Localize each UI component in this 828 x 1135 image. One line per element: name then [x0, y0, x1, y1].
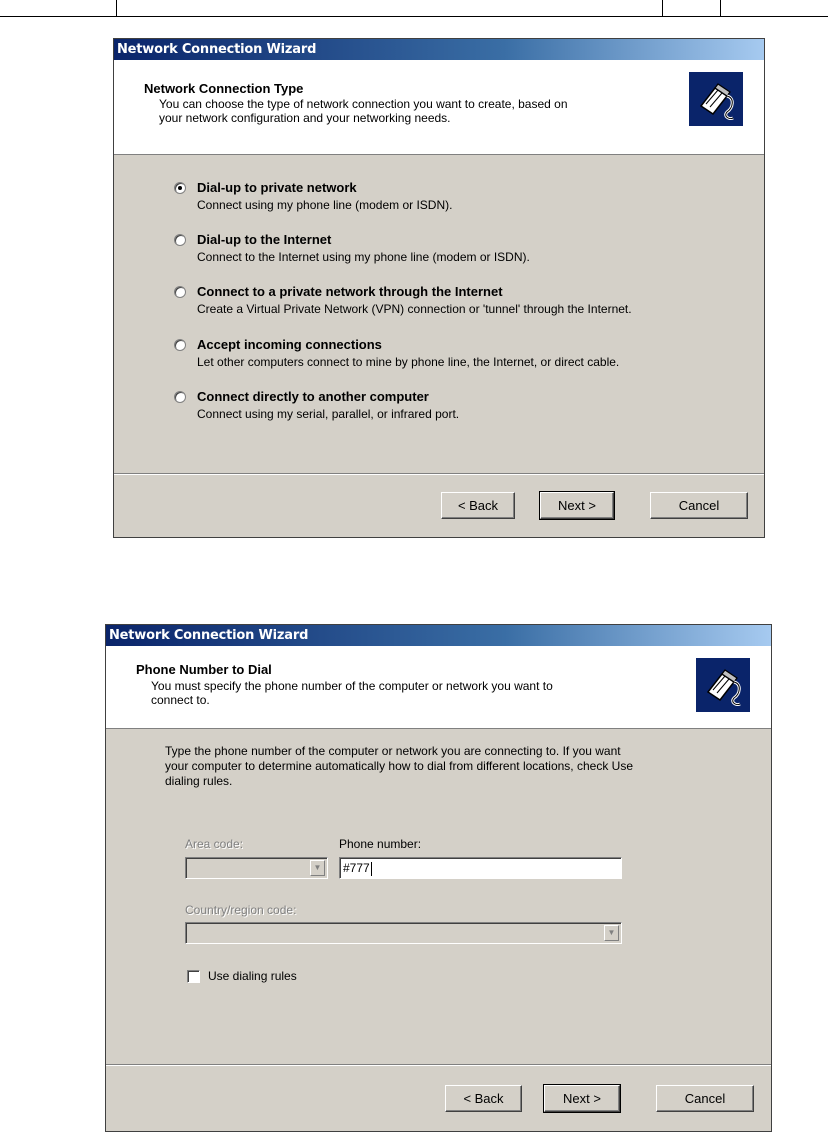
option-description: Connect to the Internet using my phone line (modem or ISDN).: [197, 250, 530, 264]
option-label[interactable]: Dial-up to private network: [197, 180, 357, 195]
option-description: Connect using my phone line (modem or ISDN).: [197, 198, 453, 212]
option-label[interactable]: Dial-up to the Internet: [197, 232, 332, 247]
radio-button[interactable]: [174, 339, 186, 351]
back-button[interactable]: < Back: [445, 1085, 522, 1112]
back-button[interactable]: < Back: [441, 492, 515, 519]
button-separator: [106, 1064, 771, 1066]
triangle-down-icon: ▼: [310, 860, 325, 876]
wizard-dialog-connection-type: [113, 38, 765, 538]
area-code-label: Area code:: [185, 837, 244, 851]
window-title: Network Connection Wizard: [114, 39, 764, 60]
next-button[interactable]: Next >: [544, 1085, 620, 1112]
option-description: Connect using my serial, parallel, or infrared port.: [197, 407, 460, 421]
radio-button[interactable]: [174, 286, 186, 298]
next-button[interactable]: Next >: [540, 492, 614, 519]
header-subtitle: You can choose the type of network connection you want to create, based on your network configuration and your networking needs.: [159, 97, 568, 125]
option-label[interactable]: Connect directly to another computer: [197, 389, 429, 404]
window-title: Network Connection Wizard: [106, 625, 771, 646]
phone-number-label: Phone number:: [339, 837, 422, 851]
rule-tick: [116, 0, 117, 16]
phone-number-input[interactable]: #777: [339, 857, 622, 879]
use-dialing-rules-checkbox[interactable]: [187, 970, 200, 983]
header-title: Network Connection Type: [144, 81, 304, 96]
use-dialing-rules-label[interactable]: Use dialing rules: [208, 969, 297, 983]
wizard-dialog-phone-number: [105, 624, 772, 1132]
header-subtitle: You must specify the phone number of the computer or network you want to connect to.: [151, 679, 553, 707]
radio-button[interactable]: [174, 234, 186, 246]
network-plug-icon: [689, 72, 743, 126]
cancel-button[interactable]: Cancel: [656, 1085, 754, 1112]
text-caret: [371, 862, 372, 876]
instructions-text: Type the phone number of the computer or network you are connecting to. If you want your computer to determine automatically how to dial from different locations, check Use dialing rules.: [165, 744, 633, 788]
option-description: Let other computers connect to mine by phone line, the Internet, or direct cable.: [197, 355, 620, 369]
wizard-header: [114, 60, 764, 155]
button-separator: [114, 473, 764, 475]
rule-tick: [662, 0, 663, 16]
country-region-label: Country/region code:: [185, 903, 297, 917]
triangle-down-icon: ▼: [604, 925, 619, 941]
country-region-dropdown: [185, 922, 622, 944]
option-description: Create a Virtual Private Network (VPN) connection or 'tunnel' through the Internet.: [197, 302, 632, 316]
wizard-header: [106, 646, 771, 729]
document-top-rule: [0, 0, 828, 17]
radio-button[interactable]: [174, 182, 186, 194]
area-code-dropdown: [185, 857, 328, 879]
option-label[interactable]: Connect to a private network through the Internet: [197, 284, 503, 299]
option-label[interactable]: Accept incoming connections: [197, 337, 382, 352]
network-plug-icon: [696, 658, 750, 712]
header-title: Phone Number to Dial: [136, 662, 272, 677]
cancel-button[interactable]: Cancel: [650, 492, 748, 519]
radio-button[interactable]: [174, 391, 186, 403]
rule-tick: [720, 0, 721, 16]
